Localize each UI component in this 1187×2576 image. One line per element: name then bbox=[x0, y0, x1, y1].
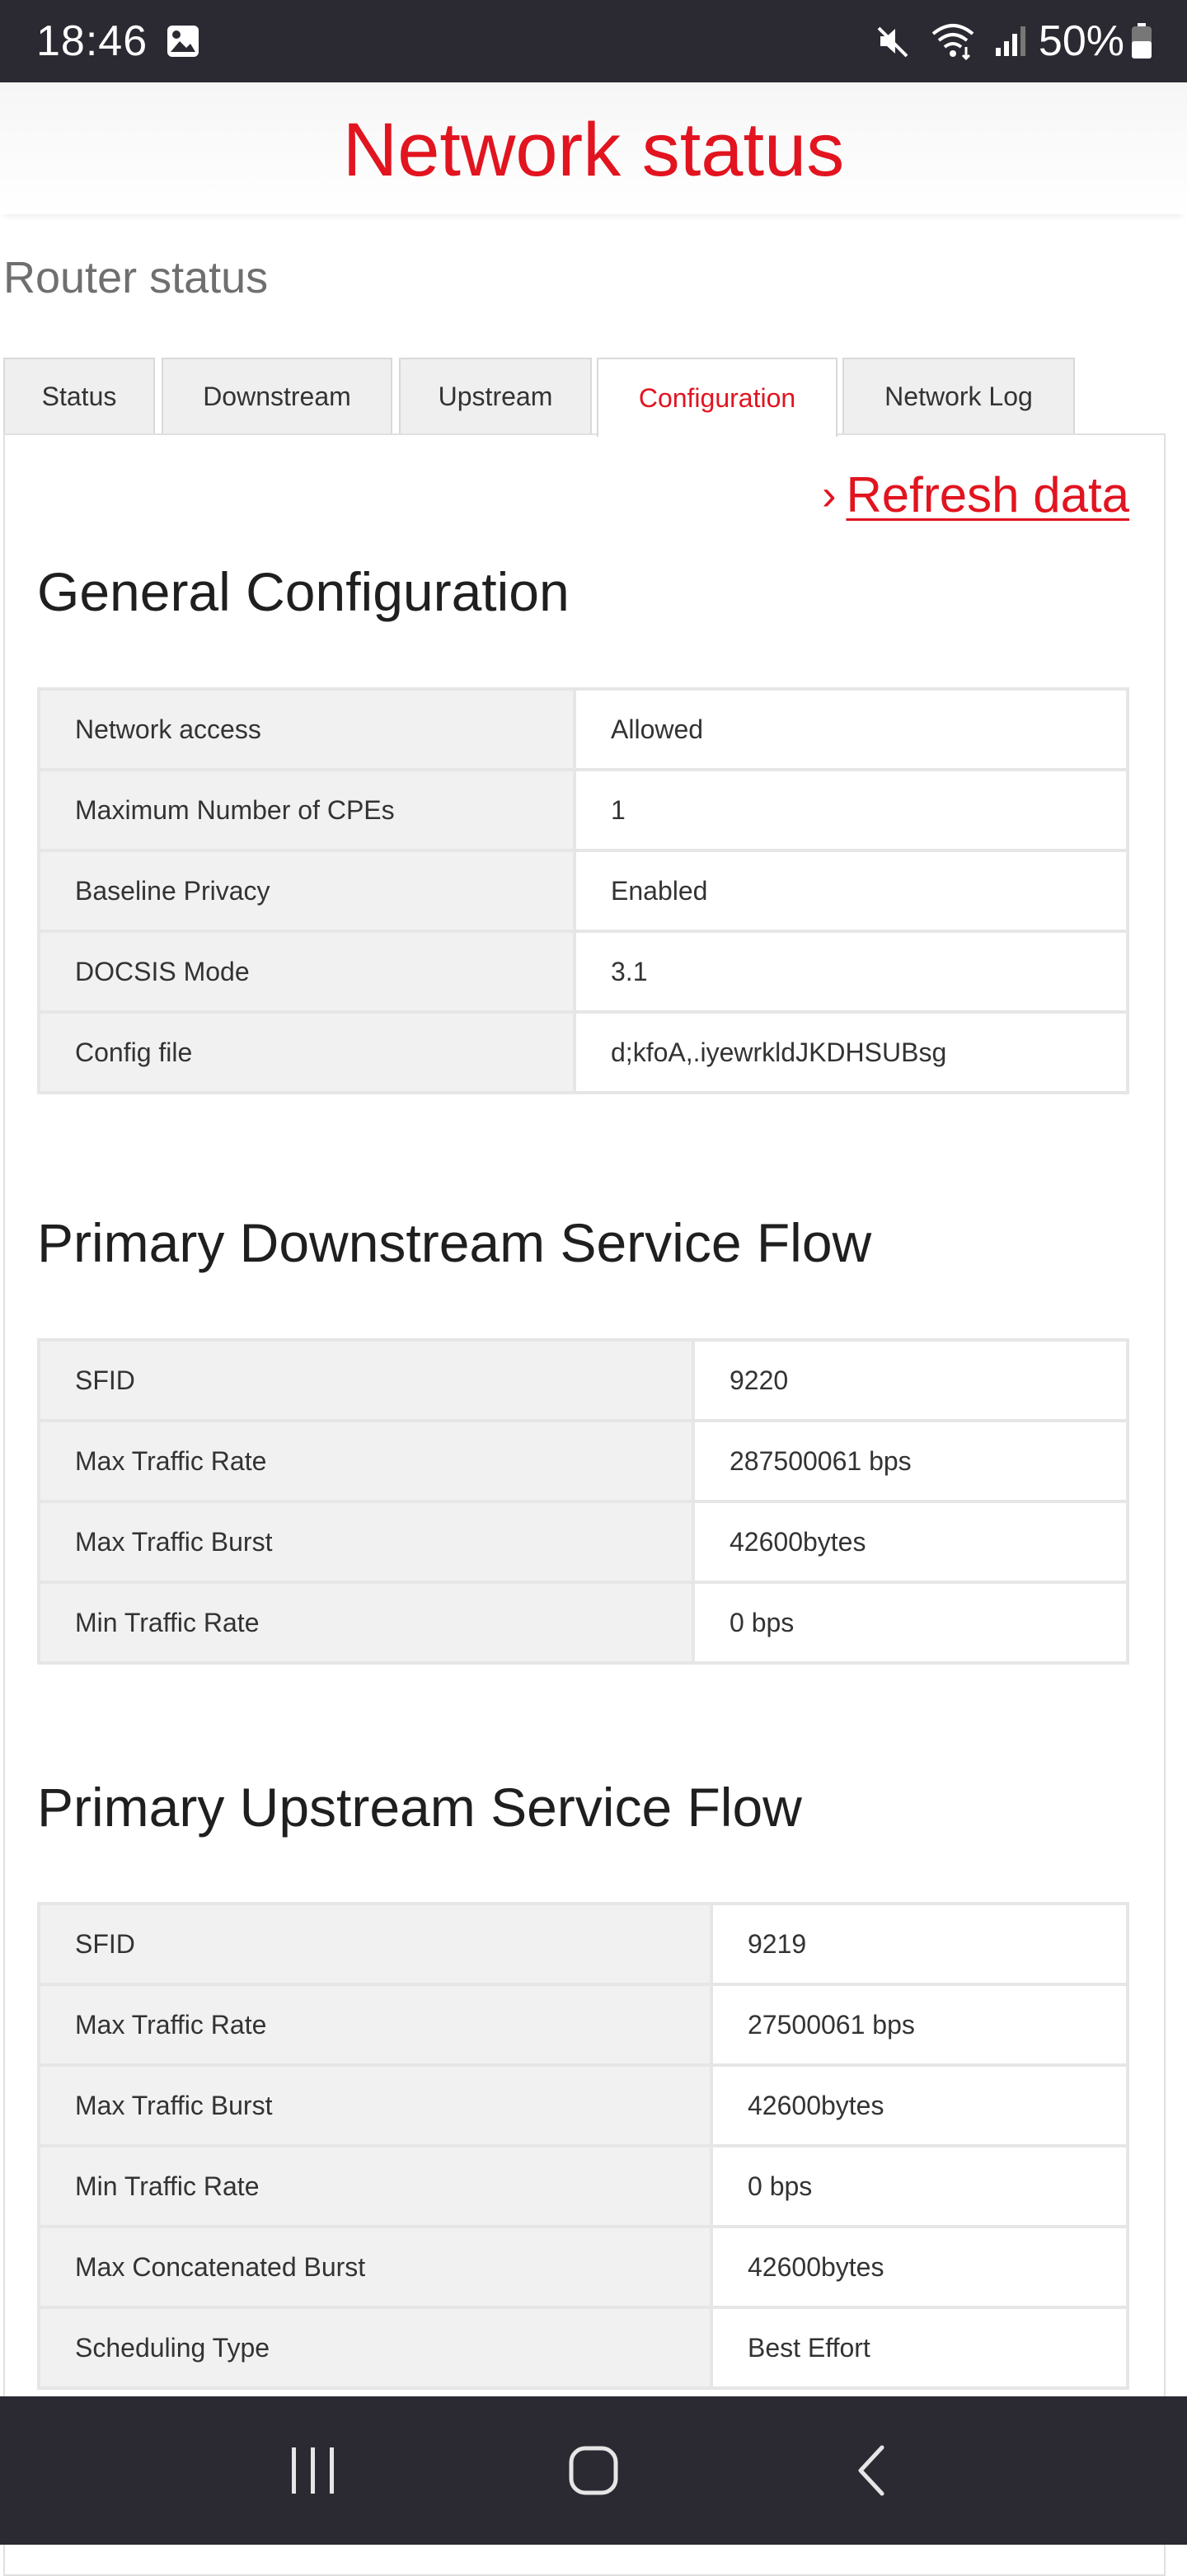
table-row bbox=[39, 1501, 1128, 1582]
recent-apps-icon bbox=[287, 2444, 340, 2497]
tab-downstream[interactable]: Downstream bbox=[162, 358, 392, 433]
general-configuration-table bbox=[37, 687, 1129, 1094]
row-key: Min Traffic Rate bbox=[39, 2146, 711, 2227]
row-key: SFID bbox=[39, 1904, 711, 1984]
tab-status[interactable]: Status bbox=[3, 358, 155, 433]
row-value: Enabled bbox=[575, 850, 1128, 931]
row-key: Config file bbox=[39, 1012, 575, 1093]
battery-icon bbox=[1131, 23, 1152, 59]
mute-icon bbox=[875, 23, 912, 59]
row-key: Network access bbox=[39, 689, 575, 770]
refresh-data-link[interactable] bbox=[822, 466, 1129, 523]
router-status-heading: Router status bbox=[3, 253, 269, 302]
system-navigation-bar bbox=[0, 2396, 1187, 2545]
signal-icon bbox=[994, 25, 1027, 58]
row-key: DOCSIS Mode bbox=[39, 931, 575, 1012]
row-key: Baseline Privacy bbox=[39, 850, 575, 931]
table-row bbox=[39, 1340, 1128, 1421]
row-key: Max Traffic Rate bbox=[39, 1984, 711, 2065]
table-row bbox=[39, 1582, 1128, 1663]
table-row bbox=[39, 689, 1128, 770]
tab-upstream[interactable]: Upstream bbox=[399, 358, 592, 433]
row-key: Min Traffic Rate bbox=[39, 1582, 693, 1663]
table-row bbox=[39, 770, 1128, 850]
row-key: Max Traffic Rate bbox=[39, 1421, 693, 1501]
upstream-flow-title: Primary Upstream Service Flow bbox=[37, 1777, 802, 1838]
page-header bbox=[0, 82, 1187, 214]
status-bar bbox=[0, 0, 1187, 82]
back-button[interactable] bbox=[824, 2421, 923, 2520]
row-value: 27500061 bps bbox=[711, 1984, 1128, 2065]
row-value: 3.1 bbox=[575, 931, 1128, 1012]
row-value: Best Effort bbox=[711, 2307, 1128, 2388]
row-value: 42600bytes bbox=[711, 2065, 1128, 2146]
gallery-icon bbox=[166, 24, 200, 59]
tab-network-log[interactable]: Network Log bbox=[842, 358, 1075, 433]
chevron-right-icon: › bbox=[822, 471, 837, 519]
battery-percentage: 50% bbox=[1038, 17, 1124, 65]
table-row bbox=[39, 931, 1128, 1012]
table-row bbox=[39, 850, 1128, 931]
general-configuration-title: General Configuration bbox=[37, 561, 570, 622]
clock: 18:46 bbox=[36, 17, 148, 65]
row-key: Scheduling Type bbox=[39, 2307, 711, 2388]
row-value: 42600bytes bbox=[711, 2227, 1128, 2307]
home-icon bbox=[567, 2444, 620, 2497]
row-value: 9220 bbox=[693, 1340, 1128, 1421]
row-value: 0 bps bbox=[711, 2146, 1128, 2227]
table-row bbox=[39, 1012, 1128, 1093]
row-value: 1 bbox=[575, 770, 1128, 850]
table-row bbox=[39, 1984, 1128, 2065]
recent-apps-button[interactable] bbox=[264, 2421, 363, 2520]
row-value: 287500061 bps bbox=[693, 1421, 1128, 1501]
upstream-flow-table bbox=[37, 1902, 1129, 2390]
row-value: 0 bps bbox=[693, 1582, 1128, 1663]
row-value: Allowed bbox=[575, 689, 1128, 770]
table-row bbox=[39, 1904, 1128, 1984]
tab-configuration[interactable]: Configuration bbox=[597, 358, 837, 437]
refresh-data-label: Refresh data bbox=[846, 467, 1129, 522]
row-key: Max Traffic Burst bbox=[39, 2065, 711, 2146]
row-key: SFID bbox=[39, 1340, 693, 1421]
table-row bbox=[39, 2065, 1128, 2146]
row-key: Max Traffic Burst bbox=[39, 1501, 693, 1582]
row-key: Max Concatenated Burst bbox=[39, 2227, 711, 2307]
table-row bbox=[39, 1421, 1128, 1501]
row-value: d;kfoA,.iyewrkldJKDHSUBsg bbox=[575, 1012, 1128, 1093]
row-value: 9219 bbox=[711, 1904, 1128, 1984]
row-key: Maximum Number of CPEs bbox=[39, 770, 575, 850]
home-button[interactable] bbox=[544, 2421, 643, 2520]
downstream-flow-table bbox=[37, 1338, 1129, 1665]
table-row bbox=[39, 2227, 1128, 2307]
table-row bbox=[39, 2307, 1128, 2388]
page-title: Network status bbox=[342, 108, 845, 192]
back-icon bbox=[847, 2444, 900, 2497]
row-value: 42600bytes bbox=[693, 1501, 1128, 1582]
wifi-icon bbox=[930, 22, 976, 60]
downstream-flow-title: Primary Downstream Service Flow bbox=[37, 1212, 872, 1273]
table-row bbox=[39, 2146, 1128, 2227]
